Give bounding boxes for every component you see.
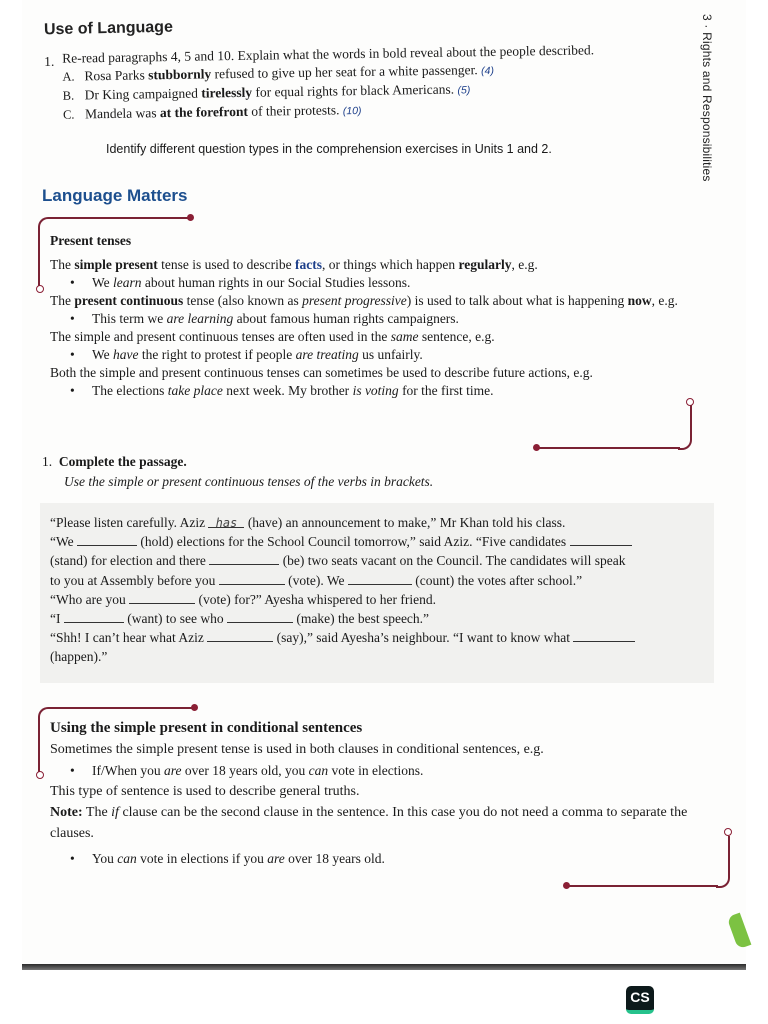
passage-line: (stand) for election and there (be) two seats vacant on the Council. The candidates will speak [50, 553, 626, 569]
answer-blank[interactable] [207, 628, 273, 642]
present-tenses-box [50, 232, 680, 400]
exercise-title: 1. Complete the passage. [42, 454, 187, 469]
answer-blank[interactable] [348, 571, 412, 585]
frame-dot [533, 444, 540, 451]
note-line: Note: The if clause can be the second clause in the sentence. In this case you do not need a comma to separate the clauses. [50, 805, 688, 841]
answer-blank[interactable] [227, 609, 293, 623]
item-text: Rosa Parks stubbornly refused to give up her seat for a white passenger. (4) [84, 62, 495, 84]
frame-dot [563, 882, 570, 889]
passage-line: “Shh! I can’t hear what Aziz (say),” said Ayesha’s neighbour. “I want to know what [50, 628, 710, 647]
rule-line: Sometimes the simple present tense is used in both clauses in conditional sentences, e.g. [50, 742, 544, 757]
exercise-complete-passage [42, 452, 682, 492]
passage-line: “We (hold) elections for the School Council tomorrow,” said Aziz. “Five candidates [50, 532, 710, 551]
example-bullet: • The elections take place next week. My brother is voting for the first time. [70, 383, 494, 398]
answer-blank[interactable] [64, 609, 124, 623]
frame-ring [36, 285, 44, 293]
frame-top-line [52, 707, 194, 709]
passage-line: (happen).” [50, 649, 108, 665]
item-text: Mandela was at the forefront of their protests. (10) [84, 102, 362, 122]
frame-bottom-line [568, 885, 718, 887]
paragraph-ref: (4) [480, 64, 495, 78]
rule-line: The simple present tense is used to describe facts, or things which happen regularly, e.g. [50, 257, 538, 272]
answer-blank[interactable] [77, 532, 137, 546]
passage-line: “I (want) to see who (make) the best speech.” [50, 611, 430, 627]
frame-corner [678, 405, 692, 450]
item-text: Dr King campaigned tirelessly for equal rights for black Americans. (5) [84, 81, 471, 103]
frame-bottom-line [538, 447, 680, 449]
answer-blank[interactable] [129, 590, 195, 604]
answer-blank[interactable] [209, 551, 279, 565]
passage-line: to you at Assembly before you (vote). We (count) the votes after school.” [50, 572, 583, 588]
rule-line: Both the simple and present continuous tenses can sometimes be used to describe future actions, e.g. [50, 365, 593, 380]
passage-text [50, 513, 710, 667]
page-edge-shadow [22, 964, 746, 970]
unit-side-title: 3 · Rights and Responsibilities [700, 14, 714, 182]
example-bullet: • We have the right to protest if people are treating us unfairly. [70, 347, 423, 362]
camscanner-badge: CS [626, 986, 654, 1014]
identify-instruction: Identify different question types in the comprehension exercises in Units 1 and 2. [106, 142, 552, 156]
answer-blank[interactable] [570, 532, 632, 546]
answer-blank[interactable] [219, 571, 285, 585]
paragraph-ref: (10) [342, 105, 362, 118]
paragraph-ref: (5) [457, 84, 471, 97]
item-letter: B. [62, 88, 75, 103]
question-text: Re-read paragraphs 4, 5 and 10. Explain what the words in bold reveal about the people described. [62, 42, 595, 66]
passage-line: “Who are you (vote) for?” Ayesha whispered to her friend. [50, 591, 437, 607]
frame-dot [187, 214, 194, 221]
passage-line: “Please listen carefully. Aziz has (have) an announcement to make,” Mr Khan told his class. [50, 515, 566, 530]
example-bullet: • You can vote in elections if you are over 18 years old. [70, 851, 385, 866]
frame-dot [191, 704, 198, 711]
frame-top-line [52, 217, 190, 219]
example-bullet: • This term we are learning about famous human rights campaigners. [70, 311, 459, 326]
section-title-use-of-language: Use of Language [43, 18, 174, 39]
frame-ring [724, 828, 732, 836]
section-title-language-matters: Language Matters [42, 186, 188, 205]
question-number: 1. [44, 53, 55, 69]
frame-ring [36, 771, 44, 779]
example-bullet: • We learn about human rights in our Social Studies lessons. [70, 275, 411, 290]
box-title: Using the simple present in conditional sentences [50, 720, 363, 736]
rule-line: This type of sentence is used to describe general truths. [50, 784, 360, 799]
rule-line: The simple and present continuous tenses are often used in the same sentence, e.g. [50, 329, 495, 344]
use-of-language-question [44, 40, 675, 125]
box-title: Present tenses [50, 233, 132, 248]
rule-line: The present continuous tense (also known as present progressive) is used to talk about what is happening now, e.g. [50, 293, 678, 308]
item-letter: C. [62, 107, 75, 122]
answer-blank[interactable]: has [208, 514, 244, 528]
exercise-instruction: Use the simple or present continuous tenses of the verbs in brackets. [64, 474, 434, 489]
conditional-sentences-box [50, 718, 720, 869]
answer-blank[interactable] [573, 628, 635, 642]
example-bullet: • If/When you are over 18 years old, you can vote in elections. [70, 763, 424, 778]
item-letter: A. [62, 69, 75, 84]
